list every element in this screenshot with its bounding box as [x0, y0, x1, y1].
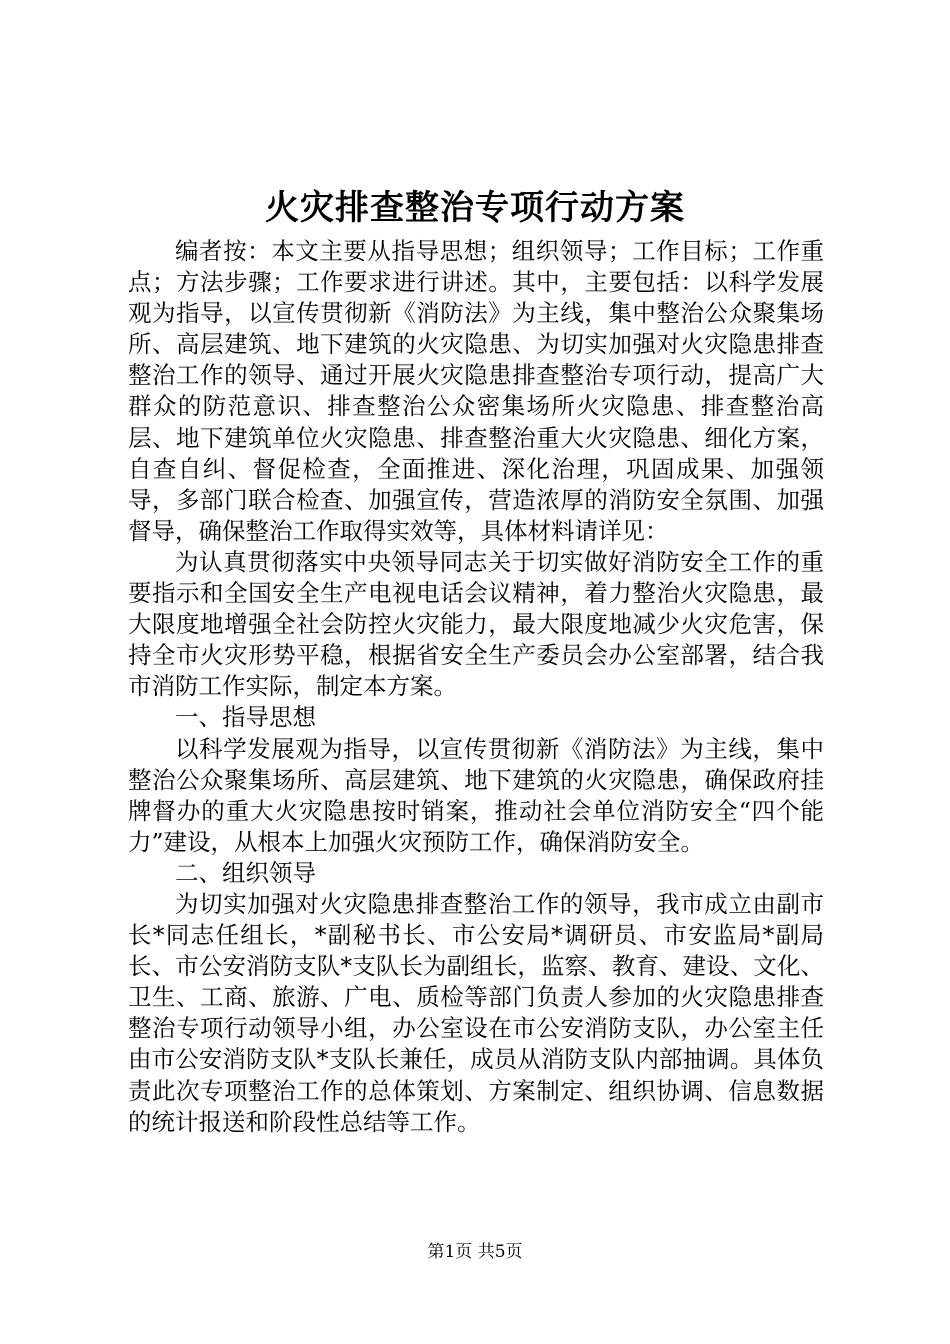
page-number: 第1页 共5页: [427, 1242, 523, 1262]
editor-note-paragraph: 编者按：本文主要从指导思想；组织领导；工作目标；工作重点；方法步骤；工作要求进行讲述。其中，主要包括：以科学发展观为指导，以宣传贯彻新《消防法》为主线，集中整治公众聚集场所、高层建筑、地下建筑的火灾隐患、为切实加强对火灾隐患排查整治工作的领导、通过开展火灾隐患排查整治专项行动，提高广大群众的防范意识、排查整治公众密集场所火灾隐患、排查整治高层、地下建筑单位火灾隐患、排查整治重大火灾隐患、细化方案，自查自纠、督促检查，全面推进、深化治理，巩固成果、加强领导，多部门联合检查、加强宣传，营造浓厚的消防安全氛围、加强督导，确保整治工作取得实效等，具体材料请详见：: [128, 237, 824, 545]
section-heading-guiding-ideology: 一、指导思想: [175, 703, 316, 732]
guiding-ideology-paragraph: 以科学发展观为指导，以宣传贯彻新《消防法》为主线，集中整治公众聚集场所、高层建筑、地下建筑的火灾隐患，确保政府挂牌督办的重大火灾隐患按时销案，推动社会单位消防安全“四个能力”建设，从根本上加强火灾预防工作，确保消防安全。: [128, 734, 824, 856]
document-body: [128, 236, 824, 1138]
organization-paragraph: 为切实加强对火灾隐患排查整治工作的领导，我市成立由副市长*同志任组长，*副秘书长、市公安局*调研员、市安监局*副局长、市公安消防支队*支队长为副组长，监察、教育、建设、文化、卫生、工商、旅游、广电、质检等部门负责人参加的火灾隐患排查整治专项行动领导小组，办公室设在市公安消防支队，办公室主任由市公安消防支队*支队长兼任，成员从消防支队内部抽调。具体负责此次专项整治工作的总体策划、方案制定、组织协调、信息数据的统计报送和阶段性总结等工作。: [128, 889, 824, 1136]
section-heading-organization: 二、组织领导: [175, 858, 316, 887]
intro-paragraph: 为认真贯彻落实中央领导同志关于切实做好消防安全工作的重要指示和全国安全生产电视电话会议精神，着力整治火灾隐患，最大限度地增强全社会防控火灾能力，最大限度地减少火灾危害，保持全市火灾形势平稳，根据省安全生产委员会办公室部署，结合我市消防工作实际，制定本方案。: [128, 547, 824, 701]
document-title: 火灾排查整治专项行动方案: [265, 188, 685, 228]
